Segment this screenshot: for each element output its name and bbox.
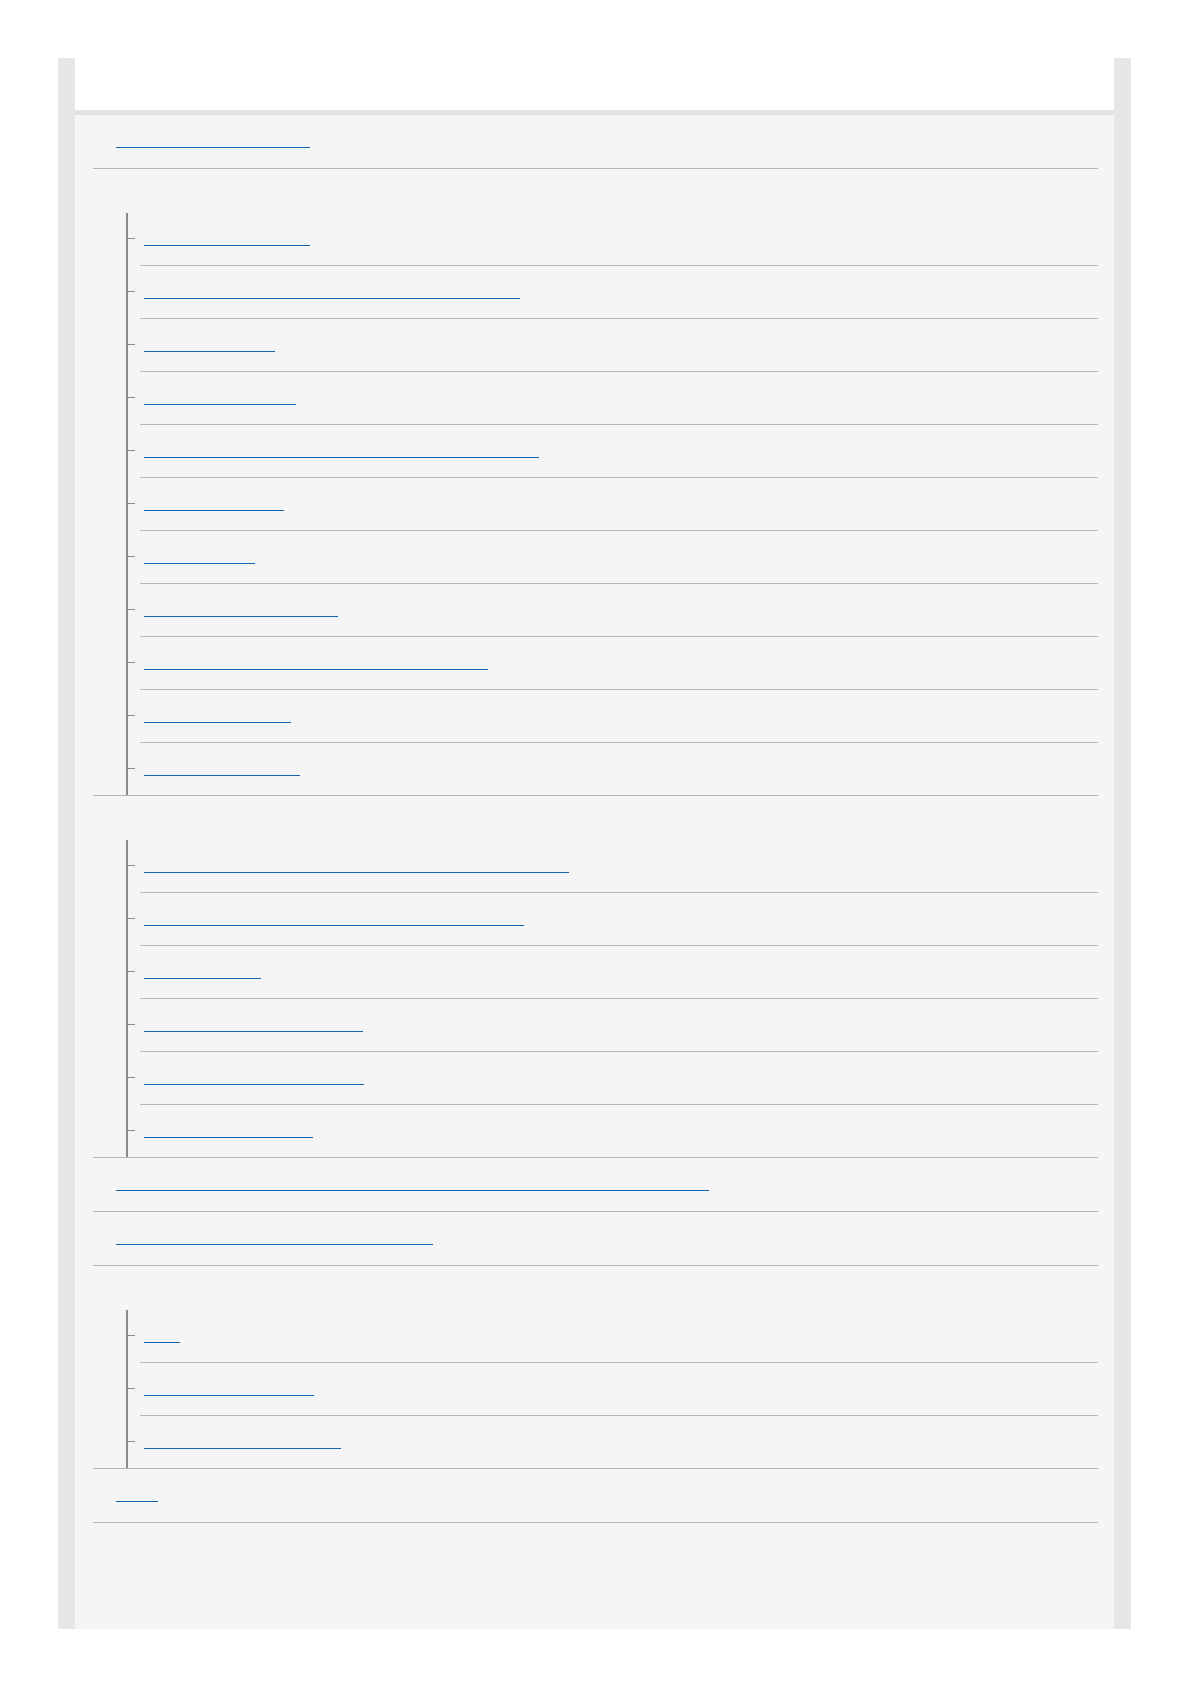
toc-subentry	[140, 637, 1098, 690]
tree-tick	[128, 291, 135, 292]
toc-subentry	[140, 425, 1098, 478]
page-header	[75, 58, 1114, 115]
tree-tick	[128, 865, 135, 866]
page-frame	[58, 58, 1131, 1629]
toc-subgroup	[126, 1310, 1098, 1468]
toc-subentry	[140, 319, 1098, 372]
document-page	[75, 58, 1114, 1629]
tree-tick	[128, 397, 135, 398]
toc-subentry	[140, 743, 1098, 795]
group-spacer	[93, 796, 1098, 840]
toc-sublink[interactable]	[144, 237, 310, 246]
toc-subentry	[140, 893, 1098, 946]
toc-subentry	[140, 1416, 1098, 1468]
tree-tick	[128, 1024, 135, 1025]
toc-entry	[93, 115, 1098, 169]
tree-tick	[128, 715, 135, 716]
toc-sublink[interactable]	[144, 343, 275, 352]
toc-link[interactable]	[116, 1493, 158, 1502]
tree-tick	[128, 609, 135, 610]
toc-subentry	[140, 372, 1098, 425]
toc-subentry	[140, 999, 1098, 1052]
toc-subentry	[140, 584, 1098, 637]
group-spacer	[93, 169, 1098, 213]
toc-sublink[interactable]	[144, 502, 284, 511]
tree-tick	[128, 918, 135, 919]
toc-subentry	[140, 690, 1098, 743]
toc-link[interactable]	[116, 1182, 709, 1191]
toc-link[interactable]	[116, 1236, 433, 1245]
tree-tick	[128, 238, 135, 239]
tree-tick	[128, 1441, 135, 1442]
toc-subentry	[140, 213, 1098, 266]
toc-sublink[interactable]	[144, 1129, 313, 1138]
tree-tick	[128, 662, 135, 663]
tree-tick	[128, 1130, 135, 1131]
toc-entry	[93, 1212, 1098, 1266]
toc-entry	[93, 1469, 1098, 1523]
toc-sublink[interactable]	[144, 1440, 341, 1449]
tree-tick	[128, 450, 135, 451]
table-of-contents	[93, 115, 1098, 1523]
toc-subentry	[140, 1363, 1098, 1416]
toc-sublink[interactable]	[144, 970, 261, 979]
tree-tick	[128, 556, 135, 557]
toc-sublink[interactable]	[144, 917, 524, 926]
toc-subgroup	[126, 213, 1098, 795]
toc-subentry	[140, 531, 1098, 584]
toc-subentry	[140, 1052, 1098, 1105]
toc-sublink[interactable]	[144, 608, 338, 617]
toc-sublink[interactable]	[144, 1023, 363, 1032]
toc-subentry	[140, 840, 1098, 893]
toc-sublink[interactable]	[144, 767, 300, 776]
toc-sublink[interactable]	[144, 290, 520, 299]
toc-sublink[interactable]	[144, 661, 488, 670]
toc-sublink[interactable]	[144, 1076, 364, 1085]
tree-tick	[128, 1335, 135, 1336]
toc-entry	[93, 1158, 1098, 1212]
toc-subgroup	[126, 840, 1098, 1157]
toc-sublink[interactable]	[144, 1387, 314, 1396]
toc-subentry	[140, 1105, 1098, 1157]
toc-subentry	[140, 946, 1098, 999]
toc-subentry	[140, 266, 1098, 319]
tree-tick	[128, 768, 135, 769]
toc-subentry	[140, 478, 1098, 531]
tree-tick	[128, 971, 135, 972]
tree-tick	[128, 503, 135, 504]
tree-tick	[128, 1388, 135, 1389]
toc-sublink[interactable]	[144, 449, 539, 458]
toc-sublink[interactable]	[144, 396, 296, 405]
toc-link[interactable]	[116, 139, 310, 148]
group-spacer	[93, 1266, 1098, 1310]
toc-sublink[interactable]	[144, 555, 255, 564]
toc-sublink[interactable]	[144, 714, 291, 723]
toc-subentry	[140, 1310, 1098, 1363]
tree-tick	[128, 344, 135, 345]
toc-sublink[interactable]	[144, 864, 569, 873]
tree-tick	[128, 1077, 135, 1078]
toc-sublink[interactable]	[144, 1334, 180, 1343]
